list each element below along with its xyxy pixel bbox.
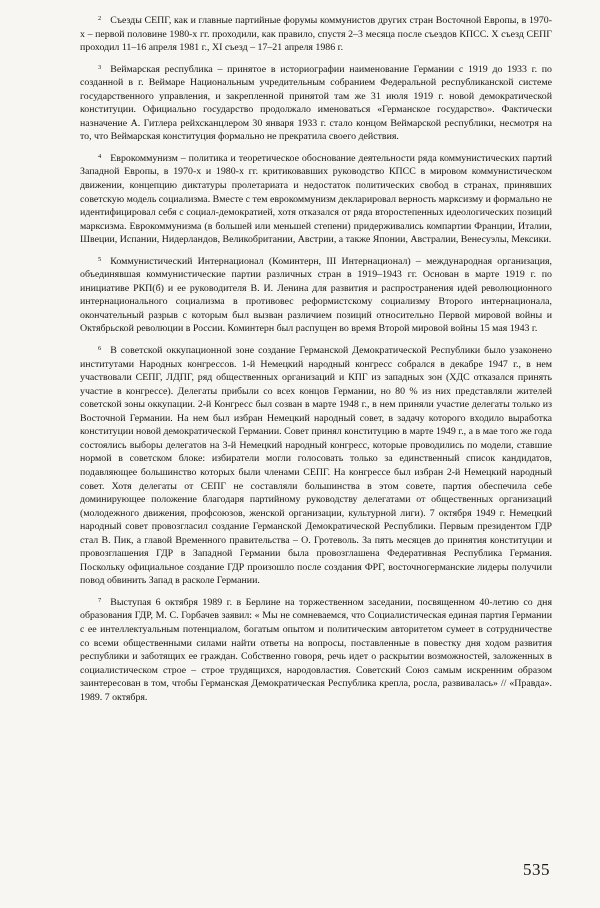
footnote-text: Еврокоммунизм – политика и теоретическое обоснование деятельности ряда коммунистических партий Западной Европы, в 1970-х и 1980-х гг. критиковавших руководство КПСС в мировом коммунистическом движении, концепцию диктатуры пролетариата и недостаток политических свобод в странах, принявших советскую модель социализма. Вместе с тем еврокоммунизм декларировал верность марксизму и формально не идентифицировал себя с социал-демократией, хотя отказался от ряда второстепенных идеологических позиций марксизма. Еврокоммунизма (в большей или меньшей степени) придерживались компартии Франции, Италии, Швеции, Испании, Нидерландов, Великобритании, Австрии, а также Японии, Австралии, Венесуэлы, Мексики. bbox=[80, 152, 552, 246]
footnote-number: 2 bbox=[98, 15, 102, 22]
footnote-number: 5 bbox=[98, 255, 102, 263]
footnote-7 bbox=[80, 594, 552, 704]
footnote-text: Съезды СЕПГ, как и главные партийные форумы коммунистов других стран Восточной Европы, в 1970-х – первой половине 1980-х гг. проходили, как правило, спустя 2–3 месяца после съездов КПСС. X съезд СЕПГ проходил 11–16 апреля 1981 г., XI съезд – 17–21 апреля 1986 г. bbox=[80, 15, 552, 54]
footnote-3 bbox=[80, 61, 552, 144]
footnote-number: 3 bbox=[98, 63, 102, 71]
footnote-text: Веймарская республика – принятое в историографии наименование Германии с 1919 до 1933 г. по созданной в г. Веймаре Национальным учредительным собранием Федеральной республиканской системе государственного управления, и закрепленной принятой там же 31 июля 1919 г. новой демократической конституции. Официально государство продолжало именоваться «Германское государство». Фактически назначение А. Гитлера рейхсканцлером 30 января 1933 г. стало концом Веймарской республики, несмотря на то, что Веймарская конституция формально не прекратила своего действия. bbox=[80, 63, 552, 143]
footnote-5 bbox=[80, 253, 552, 336]
footnote-number: 7 bbox=[98, 596, 102, 604]
footnote-6 bbox=[80, 342, 552, 588]
page-number: 535 bbox=[523, 860, 550, 879]
footnote-number: 6 bbox=[98, 345, 102, 353]
footnote-text: Выступая 6 октября 1989 г. в Берлине на торжественном заседании, посвященном 40-летию со дня образования ГДР, М. С. Горбачев заявил: « Мы не сомневаемся, что Социалистическая единая партия Германии с ее интеллектуальным потенциалом, богатым опытом и политическим авторитетом сумеет в сотрудничестве со всеми общественными силами найти ответы на вопросы, поставленные в повестку дня ходом развития республики и заботящих ее граждан. Собственно говоря, речь идет о раскрытии возможностей, заложенных в социалистическом строе – строе трудящихся, народовластия. Советский Союз самым искренним образом заинтересован в том, чтобы Германская Демократическая Республика крепла, росла, развивалась» // «Правда». 1989. 7 октября. bbox=[80, 596, 552, 703]
footnote-text: Коммунистический Интернационал (Коминтерн, III Интернационал) – международная организация, объединявшая коммунистические партии различных стран в 1919–1943 гг. Основан в марте 1919 г. по инициативе РКП(б) и ее руководителя В. И. Ленина для развития и распространения идей революционного интернационального социализма в противовес реформистскому социализму Второго интернационала, окончательный разрыв с которым был вызван различием позиций относительно Первой мировой войны и Октябрьской революции в России. Коминтерн был распущен во время Второй мировой войны 15 мая 1943 г. bbox=[80, 255, 552, 335]
footnote-text: В советской оккупационной зоне создание Германской Демократической Республики было узаконено институтами Народных конгрессов. 1-й Немецкий народный конгресс собрался в декабре 1947 г., в нем участвовали СЕПГ, ЛДПГ, ряд общественных организаций и КПГ из западных зон (ХДС отказался принять участие в конгрессе). Делегаты прибыли со всех концов Германии, но 80 % из них представляли жителей советской зоны оккупации. 2-й Конгресс был созван в марте 1948 г., в нем приняли участие делегаты только из Восточной Германии. На нем был избран Немецкий народный совет, в задачу которого входило выработка конституции новой демократической Германии. Совет принял конституцию в марте 1949 г., а в мае того же года состоялись выборы делегатов на 3-й Немецкий народный конгресс, которые проводились по модели, ставшие нормой в советском блоке: избиратели могли голосовать только за единственный список кандидатов, подавляющее большинство которых были членами СЕПГ. На конгрессе был избран 2-й Немецкий народный совет. Хотя делегаты от СЕПГ не составляли большинства в этом совете, партия обеспечила себе доминирующее положение благодаря партийному руководству делегатами от общественных организаций (молодежного движения, профсоюзов, женской организации, культурной лиги). 7 октября 1949 г. Немецкий народный совет провозгласил создание Германской Демократической Республики. Первым президентом ГДР стал В. Пик, а главой Временного правительства – О. Гротеволь. За пять месяцев до принятия конституции и провозглашения ГДР в Западной Германии была провозглашена Федеративная Республика Германия. Поскольку официальное создание ГДР произошло после создания ФРГ, восточногерманские лидеры получили повод обвинить Запад в расколе Германии. bbox=[80, 345, 552, 587]
footnote-number: 4 bbox=[98, 152, 102, 160]
footnote-2 bbox=[80, 12, 552, 55]
footnote-4 bbox=[80, 150, 552, 247]
